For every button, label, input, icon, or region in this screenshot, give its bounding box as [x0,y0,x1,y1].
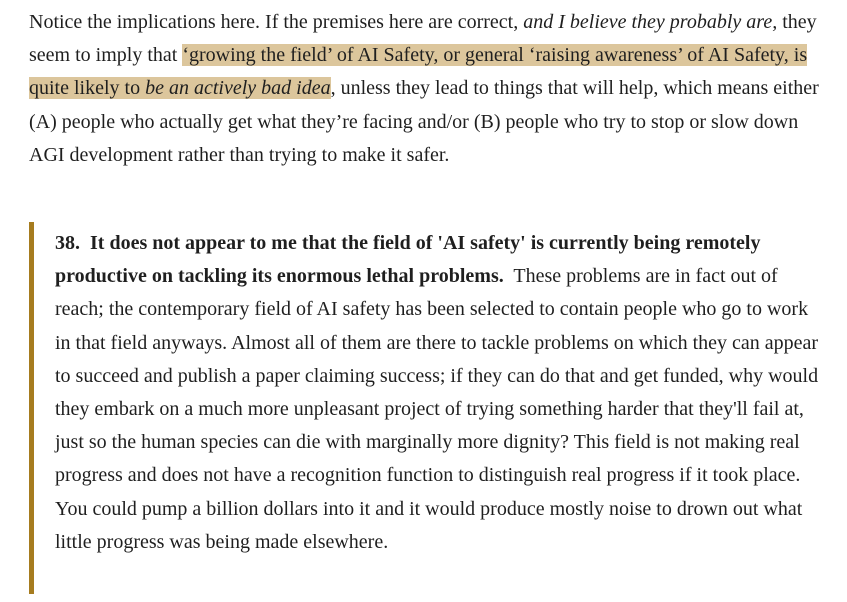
intro-paragraph [29,6,829,172]
item-number: 38. [55,232,80,254]
highlight-text-1: ‘growing the field’ of AI Safety, or general ‘raising awareness’ of AI Safety, is quite likely to [29,44,808,100]
blockquote-38 [29,222,829,594]
intro-text-2: they seem to imply that [29,11,817,67]
intro-italic: and I believe they probably are, [523,11,778,33]
intro-text-3: , unless they lead to things that will help, which means either (A) people who actually get what they’re facing and/or (B) people who try to stop or slow down AGI development rather than trying to make it safer. [29,77,819,166]
quote-bold-lead: It does not appear to me that the field of 'AI safety' is currently being remotely productive on tackling its enormous lethal problems. [55,232,761,288]
quote-paragraph [55,227,825,559]
intro-text-1: Notice the implications here. If the premises here are correct, [29,11,524,33]
highlight-italic: be an actively bad idea [145,77,331,100]
quote-body: These problems are in fact out of reach; the contemporary field of AI safety has been selected to contain people who go to work in that field anyways. Almost all of them are there to tackle problems on which they can appear to succeed and publish a paper claiming success; if they can do that and get funded, why would they embark on a much more unpleasant project of trying something harder that they'll fail at, just so the human species can die with marginally more dignity? This field is not making real progress and does not have a recognition function to distinguish real progress if it took place. You could pump a billion dollars into it and it would produce mostly noise to drown out what little progress was being made elsewhere. [55,265,819,553]
